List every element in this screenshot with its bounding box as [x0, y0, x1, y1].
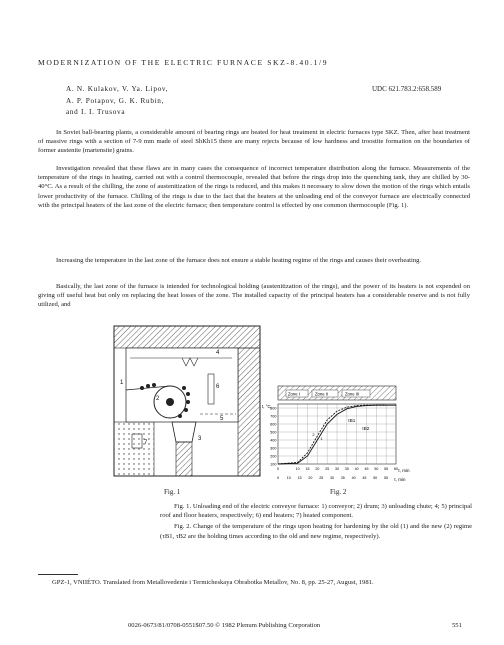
x-tick-label: 30: [330, 476, 334, 480]
y-tick-label: 400: [270, 438, 277, 443]
page-number: 551: [452, 622, 462, 629]
x-tick-label: 40: [354, 467, 359, 471]
author-line: and I. I. Trusova: [66, 108, 126, 116]
x-tick-label: 0: [277, 467, 279, 471]
x-tick-label: 60: [394, 467, 398, 471]
body-paragraph: In Soviet ball-bearing plants, a considerable amount of bearing rings are heated for heat treatment in electric furnaces type SKZ. Then, after heat treatment of massive rings with a section of 7-9 mm made of steel ShKh15 there are many rejects because of low hardness and troostite formation on the boundaries of former austenite (martensite) grains.: [38, 129, 470, 155]
x-tick-label: 40: [351, 476, 356, 480]
x-tick-label: 15: [305, 467, 310, 471]
y-tick-label: 700: [270, 414, 277, 419]
x-tick-label: 25: [325, 467, 330, 471]
x-axis-unit: τ, min: [398, 468, 410, 473]
x-tick-label: 10: [295, 467, 300, 471]
x-tick-label: 25: [319, 476, 324, 480]
tau-label: τB1: [348, 418, 356, 423]
y-tick-label: 300: [270, 446, 277, 451]
x-tick-label: 20: [308, 476, 313, 480]
series-label: 2: [312, 432, 315, 437]
callout-number: 1: [120, 380, 124, 386]
x-tick-label: 45: [364, 467, 369, 471]
figure-captions: [160, 502, 472, 543]
copyright-line: 0026-0673/81/0708-0551$07.50 © 1982 Plenum Publishing Corporation: [128, 622, 321, 629]
figure-1-furnace-drawing: [112, 322, 264, 482]
callout-number: 4: [216, 350, 220, 356]
x-tick-label: 20: [315, 467, 320, 471]
figure-2-label: Fig. 2: [330, 488, 347, 496]
x-tick-label: 15: [297, 476, 302, 480]
zone-label: Zone III: [345, 391, 360, 397]
figure-2-caption: Fig. 2. Change of the temperature of the rings upon heating for hardening by the old (1) and the new (2) regime (τB1, τB2 are the holding times according to the old and new regime, respectively).: [160, 523, 472, 540]
zone-bar: [278, 386, 396, 400]
series-label: 1: [320, 436, 323, 441]
y-tick-label: 100: [270, 462, 277, 467]
author-list: [66, 84, 168, 119]
udc-code: UDC 621.783.2:658.589: [372, 85, 442, 93]
x-tick-label: 45: [362, 476, 367, 480]
x-axis-unit: τ, min: [394, 477, 406, 482]
figure-1-caption: Fig. 1. Unloading end of the electric conveyor furnace: 1) conveyor; 2) drum; 3) unloading chute; 4; 5) principal roof and floor heaters, respectively; 6) end heaters; 7) heated component.: [160, 503, 472, 520]
tau-label: τB2: [362, 426, 370, 431]
y-tick-label: 800: [270, 406, 277, 411]
figure-2-chart: [262, 384, 482, 488]
y-tick-label: 200: [270, 454, 277, 459]
figure-1-label: Fig. 1: [164, 488, 181, 496]
callout-number: 6: [216, 384, 220, 390]
x-tick-label: 35: [344, 467, 349, 471]
callout-number: 7: [144, 440, 148, 446]
y-axis-label: t, °C: [262, 404, 271, 409]
footnote-rule: [38, 574, 78, 575]
x-tick-label: 30: [335, 467, 339, 471]
zone-label: Zone II: [315, 391, 329, 397]
x-tick-label: 10: [286, 476, 291, 480]
body-paragraph: Investigation revealed that these flaws are in many cases the consequence of incorrect temperature distribution along the furnace. Measurements of the temperature of the rings in heating, carried out with a control thermocouple, revealed that before the rings drop into the quenching tank, they are chilled by 30-40°C. As a result of the chilling, the zone of austenitization of the rings is reduced, and this makes it necessary to slow down the motion of the rings which entails lower productivity of the furnace. Chilling of the rings is due to the fact that the heaters at the unloading end of the conveyor furnace are electrically connected with the principal heaters of the last zone of the electric furnace; then temperature control is effected by one common thermocouple (Fig. 1).: [38, 165, 470, 209]
callout-number: 3: [198, 436, 202, 442]
y-tick-label: 500: [270, 430, 277, 435]
zone-label: Zone I: [288, 391, 300, 397]
series-line-2: [278, 405, 386, 464]
paper-title: MODERNIZATION OF THE ELECTRIC FURNACE SKZ-8.40.1/9: [38, 58, 329, 67]
callout-number: 2: [156, 396, 160, 402]
x-tick-label: 50: [374, 467, 379, 471]
x-tick-label: 50: [373, 476, 378, 480]
author-line: A. P. Potapov, G. K. Rubin,: [66, 96, 165, 105]
x-tick-label: 35: [340, 476, 345, 480]
body-paragraph: Increasing the temperature in the last zone of the furnace does not ensure a stable heating regime of the rings and causes their overheating.: [56, 257, 422, 264]
x-tick-label: 0: [277, 476, 279, 480]
x-tick-label: 55: [384, 467, 389, 471]
callout-number: 5: [220, 416, 224, 422]
author-line: A. N. Kulakov, V. Ya. Lipov,: [66, 85, 169, 93]
x-tick-label: 55: [384, 476, 388, 480]
chart-grid: [278, 404, 396, 464]
y-tick-label: 600: [270, 422, 277, 427]
body-paragraph: Basically, the last zone of the furnace is intended for technological holding (austenitization of the rings), and the power of its heaters is not expended on giving off useful heat but only on replacing the heat losses of the zone. The installed capacity of the principal heaters has a considerable reserve and is not fully utilized, and: [38, 283, 470, 309]
footnote: GPZ-1, VNIIÉTO. Translated from Metallovedenie i Termicheskaya Obrabotka Metallov, No. 8, pp. 25-27, August, 1981.: [52, 579, 374, 586]
